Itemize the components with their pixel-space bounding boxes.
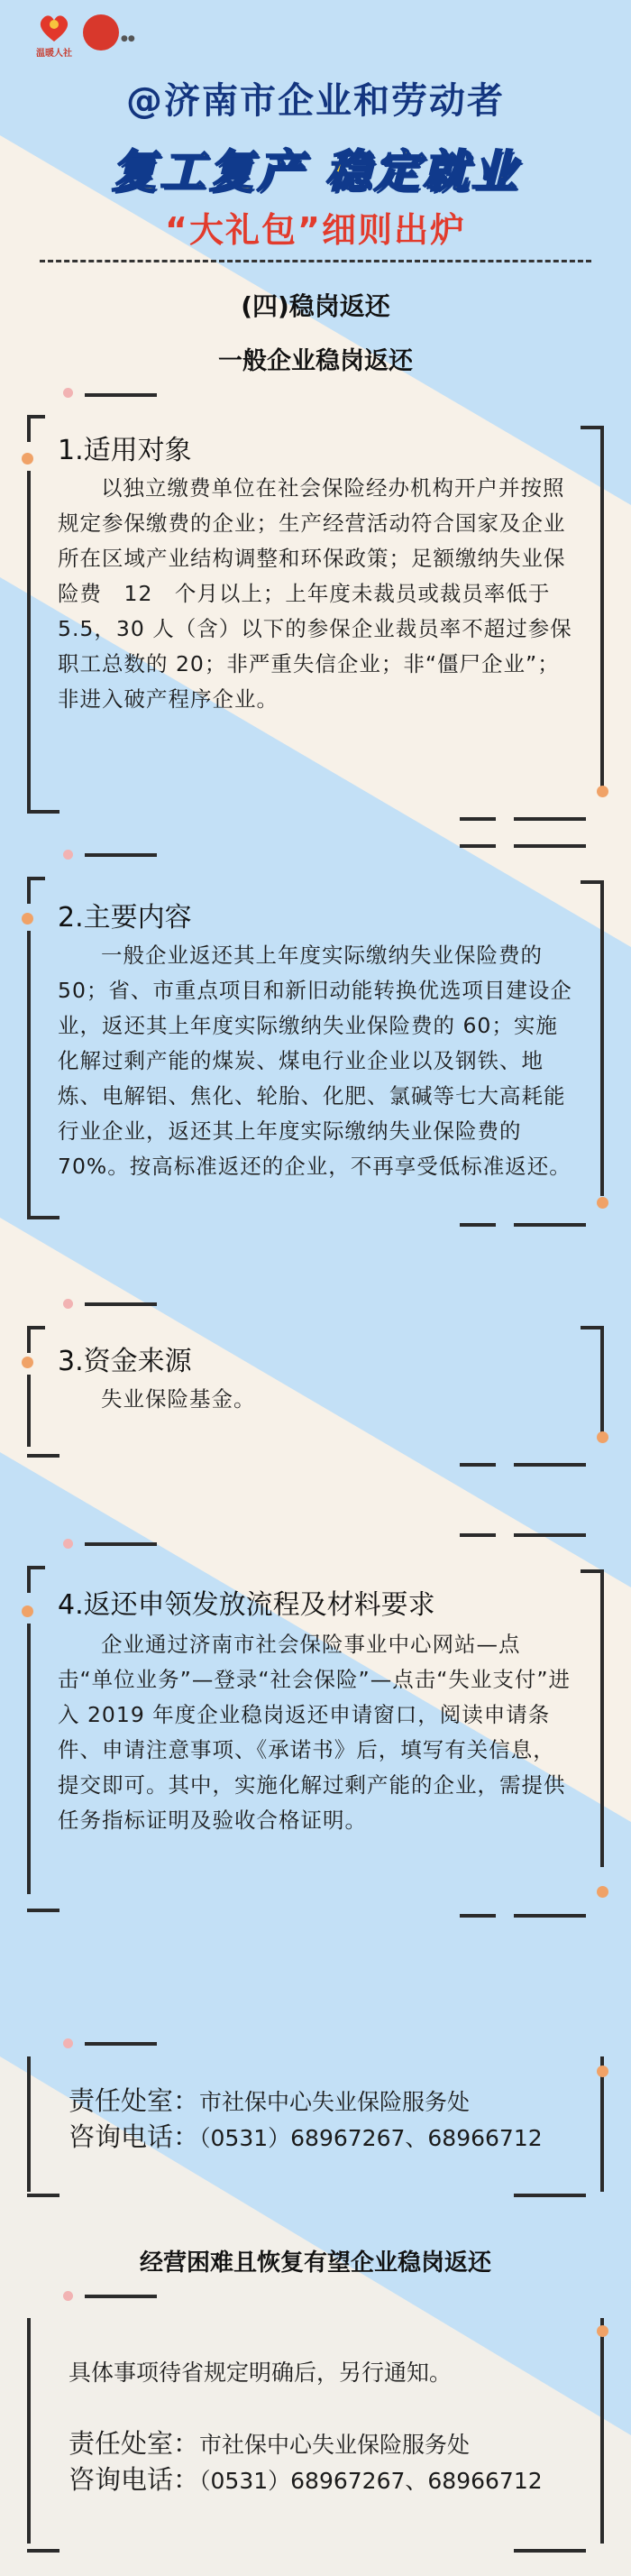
partner-logo (83, 14, 139, 52)
item-title: 1.适用对象 (58, 435, 192, 466)
decor-dot (597, 1197, 608, 1209)
decor-dot (597, 2065, 608, 2077)
panel-item-1 (27, 388, 604, 821)
item-title: 2.主要内容 (58, 902, 192, 934)
headline-line2: 复工复产 稳定就业 (111, 145, 520, 198)
section-title: (四)稳岗返还 (241, 291, 390, 321)
dashed-divider (40, 260, 591, 262)
office-value: 市社保中心失业保险服务处 (199, 2432, 471, 2458)
decor-dot (597, 1886, 608, 1898)
decor-dot (22, 1357, 33, 1368)
decor-dot (22, 453, 33, 465)
panel-item-4 (27, 1533, 604, 1921)
office-label: 责任处室： (69, 2428, 200, 2459)
decor-dot (63, 1539, 73, 1549)
headline-line1: @济南市企业和劳动者 (126, 80, 505, 122)
partner-logo-mark-icon: ●● (121, 34, 135, 43)
partner-logo-circle-icon (83, 14, 119, 51)
decor-dot (63, 850, 73, 860)
decor-bar (85, 393, 157, 397)
section2-body: 具体事项待省规定明确后，另行通知。 (69, 2360, 453, 2386)
section2-title: 经营困难且恢复有望企业稳岗返还 (139, 2249, 491, 2277)
item-body: 企业通过济南市社会保险事业中心网站—点击“单位业务”—登录“社会保险”—点击“失业支付”进入 2019 年度企业稳岗返还申请窗口，阅读申请条件、申请注意事项、《承诺书》后，填写有关信息，提交即可。其中，实施化解过剩产能的企业，需提供任务指标证明及验收合格证明。 (58, 1632, 572, 1833)
item-title: 3.资金来源 (58, 1346, 192, 1377)
decor-dot (63, 1299, 73, 1309)
item-body: 以独立缴费单位在社会保险经办机构开户并按照规定参保缴费的企业；生产经营活动符合国家及企业所在区域产业结构调整和环保政策；足额缴纳失业保险费 12 个月以上；上年度未裁员或裁员率低于5.5，30 人（含）以下的参保企业裁员率不超过参保职工总数的 20；非严重失信企业；非“僵尸企业”；非进入破产程序企业。 (58, 475, 572, 712)
decor-dot (22, 1605, 33, 1617)
office-label: 责任处室： (69, 2085, 200, 2116)
contact-panel-2 (27, 2291, 604, 2562)
decor-dot (597, 1431, 608, 1443)
renshe-logo (29, 13, 79, 59)
logo-text: 温暖人社 (36, 49, 72, 59)
decor-dot (63, 388, 73, 398)
phone-label: 咨询电话： (69, 2464, 200, 2495)
headline-line3: “大礼包”细则出炉 (165, 210, 466, 250)
item-title: 4.返还申领发放流程及材料要求 (58, 1589, 435, 1621)
decor-dot (63, 2038, 73, 2048)
decor-dot (22, 913, 33, 925)
office-value: 市社保中心失业保险服务处 (199, 2089, 471, 2115)
decor-dot (597, 2325, 608, 2337)
contact-panel-1 (27, 2029, 604, 2210)
section-subtitle: 一般企业稳岗返还 (218, 347, 413, 375)
panel-item-3 (27, 1299, 604, 1479)
decor-dot (63, 2291, 73, 2301)
panel-item-2 (27, 844, 604, 1232)
phone-value: （0531）68967267、68966712 (199, 2468, 543, 2494)
item-body: 一般企业返还其上年度实际缴纳失业保险费的 50；省、市重点项目和新旧动能转换优选项目建设企业，返还其上年度实际缴纳失业保险费的 60；实施化解过剩产能的煤炭、煤电行业企业以及钢铁、地炼、电解铝、焦化、轮胎、化肥、氯碱等七大高耗能行业企业，返还其上年度实际缴纳失业保险费的 70%。按高标准返还的企业，不再享受低标准返还。 (58, 943, 572, 1179)
decor-dot (597, 786, 608, 797)
phone-value: （0531）68967267、68966712 (199, 2125, 543, 2151)
item-body: 失业保险基金。 (101, 1386, 256, 1412)
phone-label: 咨询电话： (69, 2121, 200, 2152)
logo-heart-icon (36, 13, 72, 43)
